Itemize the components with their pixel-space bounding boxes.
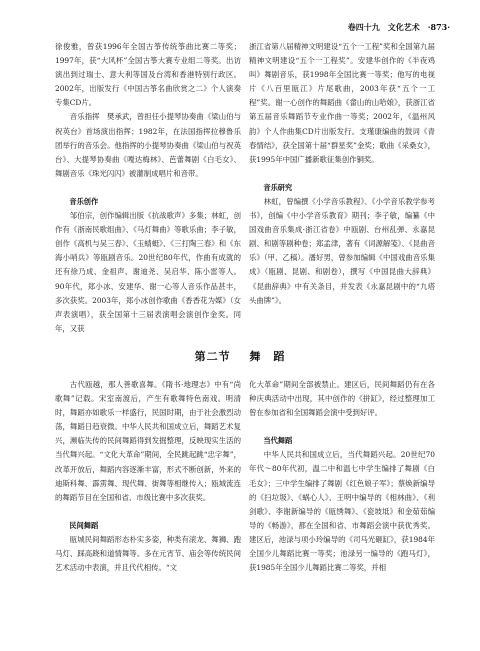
section-title: 舞 蹈	[249, 350, 286, 363]
paragraph: 音乐指挥 樊承武，曾担任小提琴协奏曲《梁山伯与祝英台》首场演出指挥；1982年，在法国指挥拉穆鲁乐团举行的音乐会。他指挥的小提琴协奏曲《梁山伯与祝英台》、大提琴协奏曲《嘎达梅林》、芭蕾舞剧《白毛女》、舞剧音乐《珠光闪闪》被灌制成唱片和音带。	[55, 112, 241, 178]
section-number: 第二节	[194, 350, 231, 363]
spacer	[55, 181, 241, 195]
subsection-heading: 民间舞蹈	[69, 520, 99, 530]
subsection-heading: 当代舞蹈	[263, 436, 293, 446]
section-heading	[0, 348, 480, 364]
paragraph: 化大革命”期间全部被禁止。建区后，民间舞蹈仍有在各种庆典活动中出现，其中创作的《拼缸》，经过整理加工曾在参加省和全国舞蹈会演中受到好评。	[249, 380, 435, 418]
spacer	[249, 167, 435, 181]
paragraph: 瓯城民间舞蹈形态朴实多姿，种类有滚龙、舞狮、跑马灯、踩高跷和道情舞等。多在元宵节、庙会等传统民间艺术活动中表演，并且代代相传。“文	[55, 534, 241, 573]
paragraph: 林虹，曾编撰《小学音乐教程》、《小学音乐教学参考书》，创编《中小学音乐教育》期刊；李子敏，编纂《中国戏曲音乐集成·浙江省卷》中瓯剧、台州乱弹、永嘉昆剧、和剧等剧种卷；郑孟津，著有《词源解笺》、《昆曲音乐》（甲、乙稿）。潘好男，曾参加编辑《中国戏曲音乐集成》（瓯剧、昆剧、和剧卷），撰写《中国昆曲大辞典》《昆曲辞典》中有关条目，并发表《永嘉昆剧中的“九塔头曲牌”》。	[249, 196, 435, 305]
spacer	[249, 420, 435, 434]
paragraph: 浙江省第八届精神文明建设“五个一工程”奖和全国第九届精神文明建设“五个一工程奖”。安建华创作的《半夜鸡叫》舞剧音乐，获1998年全国比赛一等奖；他写的电视片《八百里瓯江》片尾歌曲，2003年获“五个一工程”奖。谢一心创作的舞蹈曲《畲山的山哈娘》，获浙江省第五届音乐舞蹈节专业作曲一等奖；2002年，《温州风韵》个人作曲集CD片出版发行。支瑾康编曲的鼓词《青春情结》，获全国第十届“群星奖”金奖；歌曲《采桑女》，获1995年中国广播新歌征集创作铜奖。	[249, 42, 435, 164]
paragraph: 邹伯宗，创作编辑出版《抗战歌声》多集；林虹，创作有《浙南民歌组曲》、《马灯舞曲》等歌乐曲；李子敏，创作《高机与吴三春》、《玉蜻蜓》、《三打陶三春》和《东海小哨兵》等瓯剧音乐。20世纪80年代，作曲有成就的还有徐乃成、金祖声、谢迪尧、吴启华、陈小雷等人。90年代，郑小冰、安建华、谢一心等人音乐作品甚丰，多次获奖。2003年，郑小冰创作歌曲《香香花为媒》（女声表演唱），获全国第十三届表演唱会演创作金奖。同年，又获	[55, 211, 241, 333]
paragraph: 中华人民共和国成立后，当代舞蹈兴起。20世纪70年代～80年代初，温二中和温七中学生编排了舞剧《白毛女》；三中学生编排了舞剧《红色娘子军》；蔡焕新编导的《扫垃圾》、《蜗心人》、王明中编导的《相林曲》、《利剑歌》、李谢新编导的《瓯绣舞》、《瓷坡坻》和金茹茹编导的《畅游》，都在全国和省、市舞蹈会演中获优秀奖。建区后，池渌与项小玲编导的《司马光砸缸》，获1984年全国少儿舞蹈比赛一等奖；池渌另一编导的《跑马灯》，获1985年全国少儿舞蹈比赛二等奖，并相	[249, 450, 435, 573]
spacer	[55, 505, 241, 519]
paragraph: 古代瓯越，那人善歌喜舞。《隋书·地理志》中有“尚歌舞”记载。宋室南渡后，产生有歌舞特色南戏。明清时，舞蹈亦如歌乐一样盛行，民国时期，由于社会激烈动荡，舞蹈日趋衰微。中华人民共和国成立后，舞蹈艺术复兴，濒临失传的民间舞蹈得到发掘整理，反映现实生活的当代舞兴起。“文化大革命”期间，全民跳起跳“忠字舞”，改革开放后，舞蹈内容逐渐丰富，形式不断创新，外来的迪斯科舞、霹雳舞、现代舞、街舞等相继传入；瓯城流连的舞蹈节目在全国和省、市级比赛中多次获奖。	[55, 380, 241, 502]
subsection-heading: 音乐研究	[263, 182, 293, 192]
running-head: 卷四十九 文化艺术 ·873·	[347, 22, 450, 32]
top-left-column	[55, 40, 241, 336]
subsection-heading: 音乐创作	[69, 196, 99, 206]
top-right-column	[249, 40, 435, 308]
bottom-left-column	[55, 378, 241, 575]
paragraph: 徐俊雅，曾获1996年全国古筝传统筝曲比赛二等奖；1997年，获“大风杯”全国古筝大赛专业组二等奖。出访演出到过瑞士、意大利等国及台湾和香港特别行政区。2002年，出版发行《中国古筝名曲欣赏之二》个人演奏专集CD片。	[55, 42, 241, 108]
bottom-right-column	[249, 378, 435, 575]
